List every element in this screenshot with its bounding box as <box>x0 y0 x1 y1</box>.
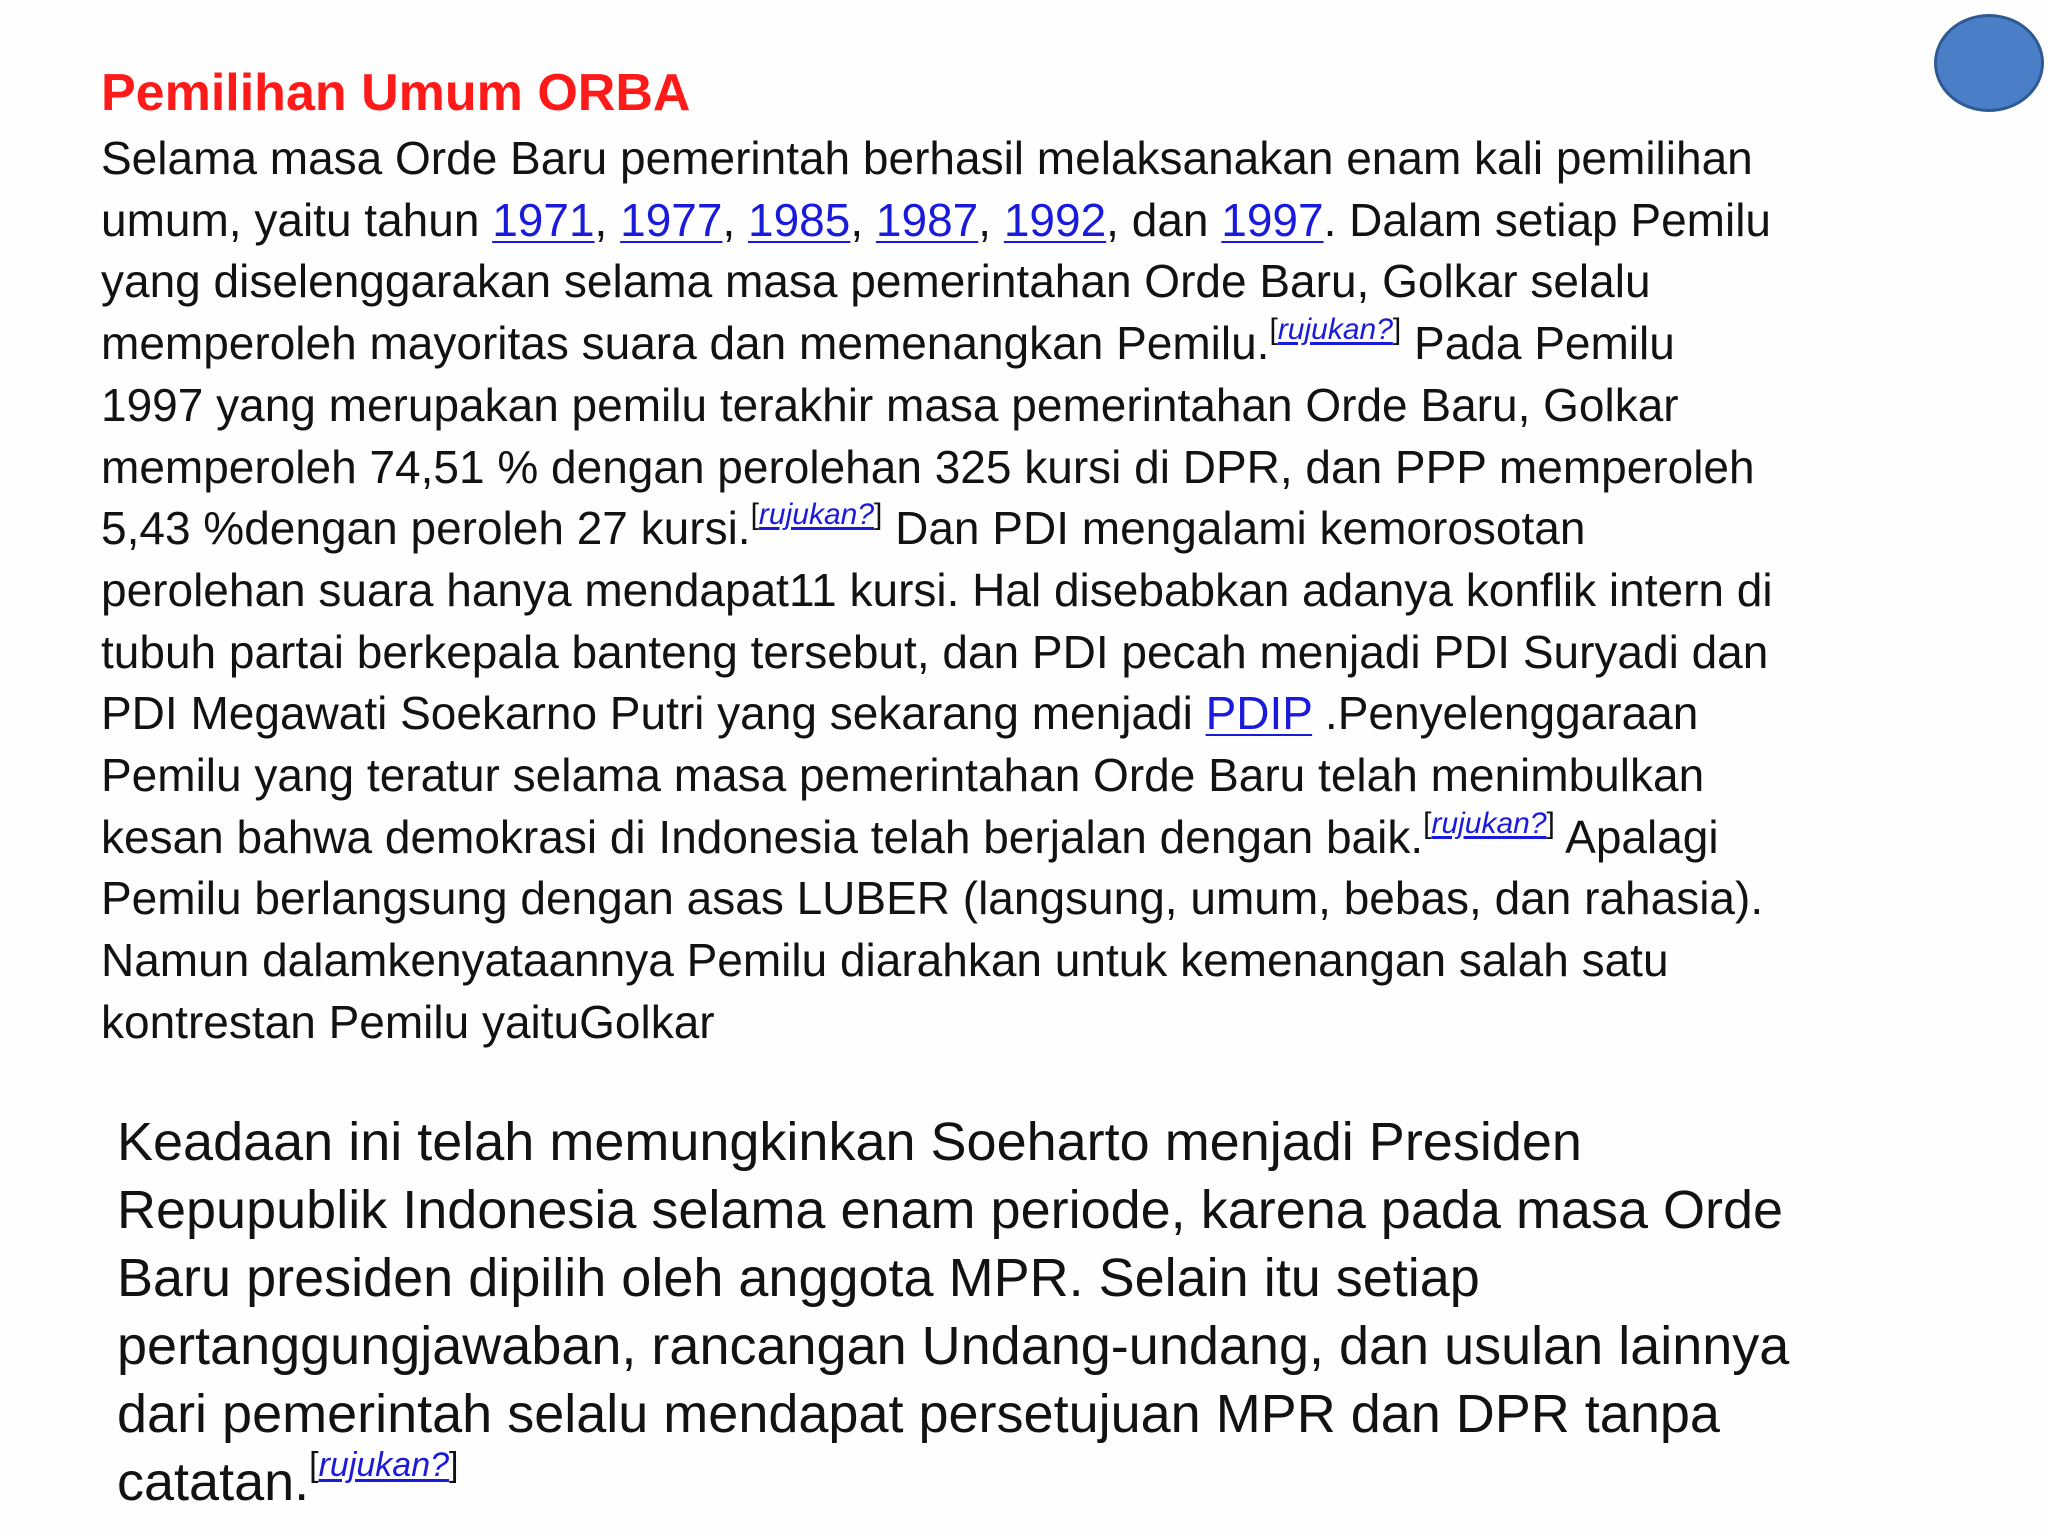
citation-needed <box>309 1446 458 1484</box>
citation-bracket: ] <box>1546 806 1555 840</box>
paragraph-line: Selama masa Orde Baru pemerintah berhasil melaksanakan enam kali pemilihan <box>101 132 1753 184</box>
paragraph-line: memperoleh 74,51 % dengan perolehan 325 kursi di DPR, dan PPP memperoleh <box>101 440 1755 493</box>
citation-bracket: [ <box>1269 313 1278 347</box>
year-link-1971[interactable]: 1971 <box>492 193 595 246</box>
separator: , <box>594 193 621 246</box>
text-run: 5,43 %dengan peroleh 27 kursi. <box>101 502 751 555</box>
citation-link[interactable]: rujukan? <box>318 1446 450 1484</box>
paragraph-line <box>101 498 2021 560</box>
separator: , <box>978 193 1004 246</box>
text-run: Pada Pemilu <box>1401 317 1675 370</box>
text-run: PDI Megawati Soekarno Putri yang sekarang menjadi <box>101 687 1206 740</box>
text-run: memperoleh mayoritas suara dan memenangkan Pemilu. <box>101 317 1270 370</box>
paragraph-line <box>101 190 2021 252</box>
citation-bracket: [ <box>750 498 759 532</box>
paragraph-line: Namun dalamkenyataannya Pemilu diarahkan untuk kemenangan salah satu <box>101 934 1669 987</box>
text-run: umum, yaitu tahun <box>101 193 493 246</box>
paragraph-line: kontrestan Pemilu yaituGolkar <box>101 995 715 1048</box>
paragraph-line: yang diselenggarakan selama masa pemerintahan Orde Baru, Golkar selalu <box>101 255 1651 308</box>
citation-link[interactable]: rujukan? <box>1277 313 1393 347</box>
year-link-1985[interactable]: 1985 <box>748 193 851 246</box>
year-link-1997[interactable]: 1997 <box>1221 193 1324 246</box>
main-paragraph <box>101 128 2021 1054</box>
paragraph-line <box>101 313 2021 375</box>
blue-circle-icon[interactable] <box>1934 14 2044 112</box>
page-title: Pemilihan Umum ORBA <box>101 64 691 122</box>
pdip-link[interactable]: PDIP <box>1205 687 1313 740</box>
paragraph-line <box>101 683 2021 745</box>
citation-link[interactable]: rujukan? <box>758 498 874 532</box>
paragraph-line: perolehan suara hanya mendapat11 kursi. Hal disebabkan adanya konflik intern di <box>101 563 1773 616</box>
paragraph-line: Pemilu berlangsung dengan asas LUBER (langsung, umum, bebas, dan rahasia). <box>101 872 1764 925</box>
paragraph-line <box>117 1448 2017 1516</box>
citation-bracket: ] <box>1392 313 1402 347</box>
text-run: Apalagi <box>1554 810 1719 863</box>
text-run: kesan bahwa demokrasi di Indonesia telah berjalan dengan baik. <box>101 810 1424 863</box>
separator: , dan <box>1106 193 1222 246</box>
citation-bracket: [ <box>309 1446 319 1484</box>
citation-needed <box>751 498 883 531</box>
paragraph-line: tubuh partai berkepala banteng tersebut, dan PDI pecah menjadi PDI Suryadi dan <box>101 625 1769 678</box>
separator: , <box>850 193 876 246</box>
second-paragraph <box>117 1108 2017 1516</box>
text-run: . Dalam setiap Pemilu <box>1323 193 1772 246</box>
citation-link[interactable]: rujukan? <box>1431 806 1547 840</box>
paragraph-line: Keadaan ini telah memungkinkan Soeharto menjadi Presiden <box>117 1112 1582 1172</box>
citation-bracket: ] <box>874 498 883 532</box>
text-run: .Penyelenggaraan <box>1312 687 1699 740</box>
paragraph-line: dari pemerintah selalu mendapat persetujuan MPR dan DPR tanpa <box>117 1384 1720 1444</box>
paragraph-line <box>101 807 2021 869</box>
year-link-1987[interactable]: 1987 <box>875 193 979 246</box>
citation-bracket: [ <box>1423 806 1432 840</box>
paragraph-line: Pemilu yang teratur selama masa pemerintahan Orde Baru telah menimbulkan <box>101 749 1705 802</box>
citation-needed <box>1269 313 1401 346</box>
paragraph-line: pertanggungjawaban, rancangan Undang-undang, dan usulan lainnya <box>117 1316 1790 1376</box>
paragraph-line: 1997 yang merupakan pemilu terakhir masa pemerintahan Orde Baru, Golkar <box>101 378 1679 431</box>
paragraph-line: Baru presiden dipilih oleh anggota MPR. Selain itu setiap <box>117 1248 1480 1308</box>
text-run: Dan PDI mengalami kemorosotan <box>882 502 1586 555</box>
paragraph-line: Repupublik Indonesia selama enam periode, karena pada masa Orde <box>117 1180 1784 1240</box>
text-run: catatan. <box>117 1452 310 1512</box>
citation-needed <box>1423 807 1555 840</box>
separator: , <box>722 193 749 246</box>
year-link-1977[interactable]: 1977 <box>620 193 723 246</box>
year-link-1992[interactable]: 1992 <box>1003 193 1107 246</box>
citation-bracket: ] <box>449 1446 459 1484</box>
